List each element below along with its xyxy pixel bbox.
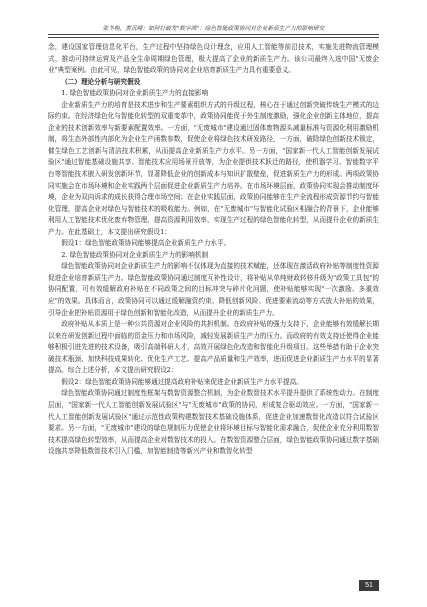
subsection-heading-2: 2. 绿色智能政策协同对企业新质生产力的影响机制 <box>61 250 209 259</box>
hypothesis-1: 假设1：绿色智能政策协同能够提高企业新质生产力水平。 <box>61 239 231 248</box>
running-header: 张冬梅，黄沉峰：如何打破发"数字鸿"：绿色智能政策协同对企业新质生产力的影响研究 <box>102 26 325 32</box>
header-divider <box>48 34 379 38</box>
paragraph-digital-tech: 绿色智能政策协同通过制度性框架与数智资源整合机制，为企业数智技术水平提升提供了系统性动力。在制度层面，"国家新一代人工智能创新发展试验区"与"无废城市"政策的协同，形成复合驱动效应。一方面，"国家新一代人工智能创新发展试验区"通过示范性政策构建数智技术基础设施体系，促进企业加速数智化改造以符合试验区要求。另一方面，"无废城市"建设的绿色规制压力促使企业将环境目标与智能化需求融合，促使企业充分利用数智技术提高绿色转型效率，从而提高企业对数智技术的投入。在数智资源整合层面，绿色智能政策协同通过数字基础设施共享降低数智技术引入门槛，加智能制造等新兴产业和数智化转型 <box>48 389 379 456</box>
intro-paragraph: 念，建设国家管理信息化平台，生产过程中坚持绿色设计理念，应用人工智能等前沿技术，实施先进物流管理模式，推动可持续运营及产品全生命周期绿色管理，极大提高了企业的新质生产力。该公司最终入选中国"无废企业"典型案例。由此可见，绿色智能政策的协同对企业培育新质生产力具有重要意义。 <box>48 43 379 75</box>
paragraph-subsidy: 政府补贴从本质上是一种公共资源对企业风险的共担机制。在政府补贴的强力支持下，企业能够有效缓解长期以来在研发创新过程中面临的资金压力和市场风险，减轻发展新质生产力的压力。而政府的有效支持还使得企业能够积极引进先进的技术设备，吸引高端科研人才，高效开展绿色化改造和智能化升级项目。这些举措有助于企业突破技术瓶颈、加快科技成果转化、优化生产工艺、提高产品质量和生产效率，进而促进企业新质生产力水平的显著提高。综合上述分析，本文提出研究假设2： <box>48 320 379 375</box>
subsection-heading-1: 1. 绿色智能政策协同对企业新质生产力的直接影响 <box>61 89 209 98</box>
hypothesis-2: 假设2：绿色智能政策协同能够通过提高政府补贴来促进企业新质生产力水平提高。 <box>61 377 303 386</box>
section-heading: （二）理论分析与研究假设 <box>61 77 141 86</box>
paragraph-direct-effect: 企业新质生产力的培育是技术进步和生产要素组织方式的升级过程，核心在于通过创新突破传统生产模式的边际约束。在经济绿色化与智能化转型的双重变革中，政策协同能促于外生制度激励，强化企业创新主体地位，提高企业的技术创新效率与新要素配置效率。一方面，"无废城市"建设通过固体废物源头减量标准与资源化利用激励机制，将生态外部性内部化为企业生产函数参数，促使企业将绿色技术研发路径，一方面，破除绿色创新技术锁定，催生绿色工艺创新与清洁技术积累，从而提高企业新质生产力水平。另一方面，"国家新一代人工智能创新发展试验区"通过智能基础设施共享、智能技术应用场景开放等，为企业提供技术跃迁的路径，使机器学习、智能数字平台等智能技术嵌入研发创新环节，显著降低企业的创新成本与知识扩散壁垒，促进新质生产力的形成。两项政策协同实施会在市场环境和企业实践两个层面促进企业新质生产力培养。在市场环境层面，政策协同实现会推动制度环境，企业为双向诉求的成长获得合理市场空间；在企业实践层面，政策协同能够在生产全流程形成资源节约与智能化管理，提高企业对绿色与智能技术的吸收能力。例如，在"无废城市"与智能化试验区相融合的背景下，企业能够利用人工智能技术优化废弃物管理、提高资源利用效率、实现生产过程的绿色智能化转型，从而提升企业的新质生产力。在此基础上，本文提出研究假设1： <box>48 100 379 236</box>
page-number: 51 <box>359 580 379 591</box>
paragraph-mechanism: 绿色智能政策协同对企业新质生产力的影响不仅体现为直接的技术赋能，还体现在激活政府补贴等制度性资源促进企业培育新质生产力。绿色智能政策协同通过制度互补性设计，将补贴从单纯财政转移升级为"政策工具包"的协同配置，可有效缓解政府补贴在不同政策之间的目标冲突与碎片化问题，使补贴能够实现"一次激励、多重效应"的效果。具体而言，政策协同可以通过缓解融资约束、降低创新风险、促进要素流动等方式放大补贴的效果，引导企业把补贴资源用于绿色创新和智能化改造，从而提升企业的新质生产力。 <box>48 262 379 317</box>
article-body <box>48 42 379 458</box>
